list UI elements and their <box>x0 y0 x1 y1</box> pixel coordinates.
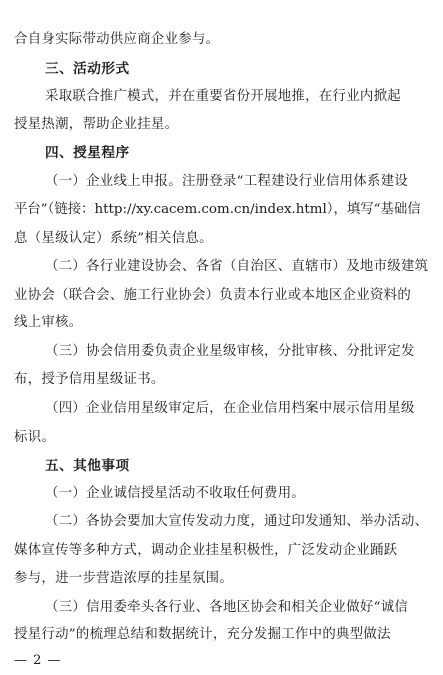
section-heading-activity-format: 三、活动形式 <box>45 60 130 77</box>
text-line: 授星行动”的梳理总结和数据统计，充分发掘工作中的典型做法 <box>14 627 391 643</box>
text-line: （三）协会信用委负责企业星级审核，分批审核、分批评定发 <box>45 343 415 359</box>
text-line: （三）信用委牵头各行业、各地区协会和相关企业做好“诚信 <box>45 599 409 615</box>
text-line: 业协会（联合会、施工行业协会）负责本行业或本地区企业资料的 <box>14 287 412 303</box>
section-heading-procedure: 四、授星程序 <box>45 145 130 162</box>
text-line: 授星热潮，帮助企业挂星。 <box>14 116 179 132</box>
text-line: （一）企业诚信授星活动不收取任何费用。 <box>45 485 306 501</box>
text-line: 媒体宣传等多种方式，调动企业挂星积极性，广泛发动企业踊跃 <box>14 542 398 558</box>
section-heading-other-matters: 五、其他事项 <box>45 458 130 475</box>
text-line: 布，授予信用星级证书。 <box>14 372 165 388</box>
text-line: 合自身实际带动供应商企业参与。 <box>14 32 220 48</box>
text-line: 线上审核。 <box>14 315 83 331</box>
text-line: 参与，进一步营造浓厚的挂星氛围。 <box>14 571 234 587</box>
text-line: （二）各行业建设协会、各省（自治区、直辖市）及地市级建筑 <box>45 259 429 275</box>
text-line: （二）各协会要加大宣传发动力度，通过印发通知、举办活动、 <box>45 514 429 530</box>
text-line: 标识。 <box>14 429 56 445</box>
text-line: 息（星级认定）系统”相关信息。 <box>14 230 213 246</box>
page-number: — 2 — <box>14 653 62 668</box>
text-line: （一）企业线上申报。注册登录“工程建设行业信用体系建设 <box>45 173 409 189</box>
text-line: 采取联合推广模式，并在重要省份开展地推，在行业内掀起 <box>45 89 401 105</box>
text-line: 平台”（链接：http://xy.cacem.com.cn/index.html），填写“基础信 <box>14 202 421 218</box>
text-line: （四）企业信用星级审定后，在企业信用档案中展示信用星级 <box>45 400 415 416</box>
